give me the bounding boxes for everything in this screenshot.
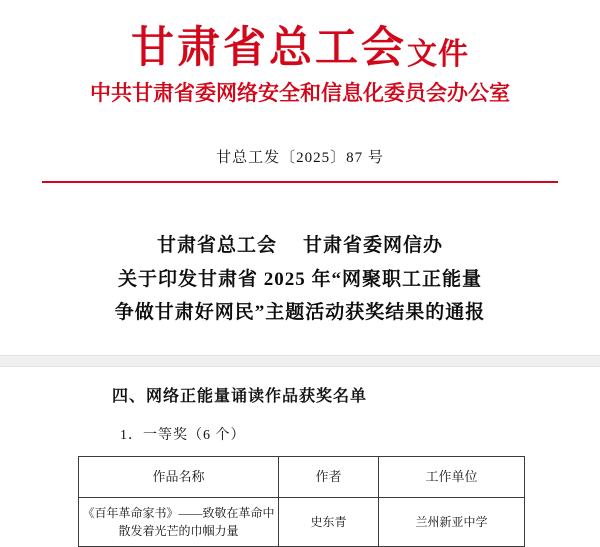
title-issuer-right: 甘肃省委网信办: [303, 235, 444, 257]
award-level-label: 1．一等奖（6 个）: [120, 428, 246, 444]
cell-author: 史东青: [279, 498, 379, 547]
column-header-work-name: 作品名称: [79, 457, 279, 498]
award-table-wrapper: [78, 456, 524, 547]
page-separator: [0, 355, 600, 367]
document-title-block: [0, 229, 600, 329]
organization-title-main: 甘肃省总工会: [131, 25, 407, 72]
section-heading: 四、网络正能量诵读作品获奖名单: [112, 388, 368, 406]
document-number: 甘总工发〔2025〕87 号: [216, 150, 384, 167]
cell-work-name: 《百年革命家书》——致敬在革命中散发着光芒的巾帼力量: [79, 498, 279, 547]
title-issuer-line: [0, 229, 600, 262]
cell-unit: 兰州新亚中学: [379, 498, 525, 547]
masthead: [0, 0, 600, 106]
award-table: [78, 456, 525, 547]
table-header-row: [79, 457, 525, 498]
red-divider-rule: [42, 181, 558, 183]
column-header-author: 作者: [279, 457, 379, 498]
column-header-unit: 工作单位: [379, 457, 525, 498]
title-issuer-left: 甘肃省总工会: [156, 235, 277, 257]
organization-title: [0, 26, 600, 71]
title-line-3: 争做甘肃好网民”主题活动获奖结果的通报: [114, 301, 486, 323]
title-line-2: 关于印发甘肃省 2025 年“网聚职工正能量: [117, 268, 482, 290]
table-row: [79, 498, 525, 547]
organization-title-suffix: 文件: [407, 38, 469, 71]
organization-subtitle: 中共甘肃省委网络安全和信息化委员会办公室: [90, 81, 510, 106]
